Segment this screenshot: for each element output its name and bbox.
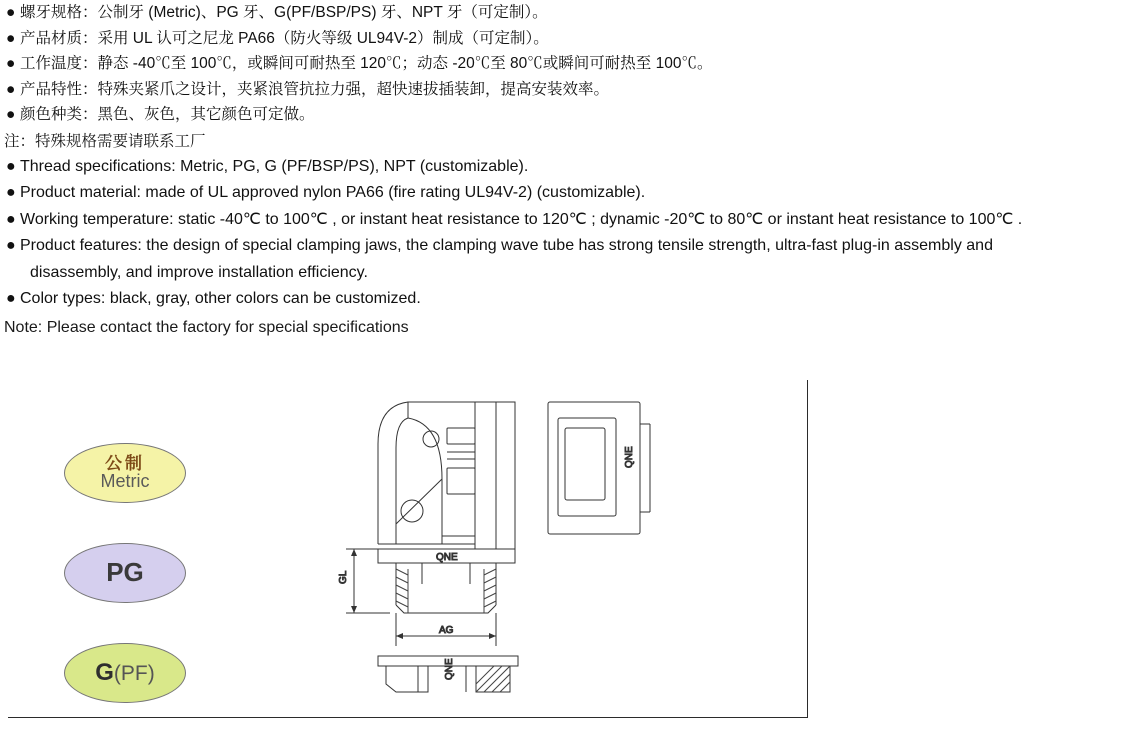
badge-metric (64, 443, 186, 503)
brand-label-side: QNE (624, 446, 635, 468)
bottom-section-view (378, 656, 518, 692)
threaded-stem-front-view (378, 549, 515, 613)
spec-text-en-1: Thread specifications: Metric, PG, G (PF/BSP/PS), NPT (customizable). (20, 157, 529, 175)
spec-text-cn-3: 工作温度：静态 -40℃至 100℃，或瞬间可耐热至 120℃；动态 -20℃至 80℃或瞬间可耐热至 100℃。 (20, 55, 713, 72)
chinese-spec-list (0, 0, 1133, 128)
spec-text-cn-2: 产品材质：采用 UL 认可之尼龙 PA66（防火等级 UL94V-2）制成（可定制）。 (20, 29, 549, 47)
bullet-icon: ● (6, 29, 16, 47)
bullet-icon: ● (6, 290, 16, 307)
note-english: Note: Please contact the factory for special specifications (4, 318, 409, 336)
elbow-connector-diagram (300, 384, 800, 714)
badge-pg (64, 543, 186, 603)
dimension-gl (338, 549, 390, 613)
spec-text-en-3: Working temperature: static -40℃ to 100℃ , or instant heat resistance to 120℃ ; dynamic -20℃ to 80℃ or instant heat resistance to 100℃ . (20, 210, 1023, 228)
list-item (0, 207, 1133, 234)
note-chinese: 注：特殊规格需要请联系工厂 (4, 132, 206, 150)
spec-text-en-2: Product material: made of UL approved nylon PA66 (fire rating UL94V-2) (customizable). (20, 184, 646, 201)
list-item (0, 102, 1133, 128)
english-spec-list (0, 154, 1133, 313)
bullet-icon: ● (6, 210, 16, 228)
technical-drawing-area (0, 380, 1133, 720)
bullet-icon: ● (6, 237, 16, 254)
spec-text-en-5: Color types: black, gray, other colors can be customized. (20, 290, 421, 307)
list-item (0, 180, 1133, 207)
badge-gpf (64, 643, 186, 703)
brand-label-bottom: QNE (444, 658, 455, 680)
spec-text-cn-5: 颜色种类：黑色、灰色，其它颜色可定做。 (20, 106, 315, 123)
badge-metric-label-en: Metric (100, 471, 150, 492)
bullet-icon: ● (6, 55, 16, 72)
list-item (0, 51, 1133, 77)
list-item (0, 286, 1133, 313)
specification-block (0, 0, 1133, 341)
bullet-icon: ● (6, 4, 16, 21)
list-item (0, 77, 1133, 103)
end-view-flange (548, 402, 650, 534)
list-item (0, 233, 1133, 286)
bullet-icon: ● (6, 106, 16, 123)
badge-gpf-label (95, 660, 155, 685)
list-item (0, 26, 1133, 52)
badge-metric-label-cn: 公制 (105, 453, 145, 473)
spec-text-cn-1: 螺牙规格：公制牙 (Metric)、PG 牙、G(PF/BSP/PS) 牙、NPT 牙（可定制）。 (20, 4, 548, 21)
badge-pg-label: PG (106, 557, 144, 588)
dimension-label-ag: AG (439, 625, 454, 636)
badge-gpf-letter: G (95, 659, 114, 687)
bullet-icon: ● (6, 157, 16, 175)
bullet-icon: ● (6, 184, 16, 201)
spec-text-cn-4: 产品特性：特殊夹紧爪之设计，夹紧浪管抗拉力强，超快速拔插装卸，提高安装效率。 (20, 80, 610, 98)
list-item (0, 0, 1133, 26)
badge-gpf-sub: (PF) (113, 662, 155, 686)
spec-text-en-4-line2: disassembly, and improve installation efficiency. (30, 263, 368, 281)
dimension-ag (396, 613, 496, 646)
bullet-icon: ● (6, 80, 16, 98)
list-item (0, 154, 1133, 181)
spec-text-en-4-line1: Product features: the design of special clamping jaws, the clamping wave tube has strong tensile strength, ultra-fast plug-in assembly and (20, 237, 993, 254)
dimension-label-gl: GL (338, 570, 349, 584)
brand-label-top: QNE (436, 552, 458, 563)
